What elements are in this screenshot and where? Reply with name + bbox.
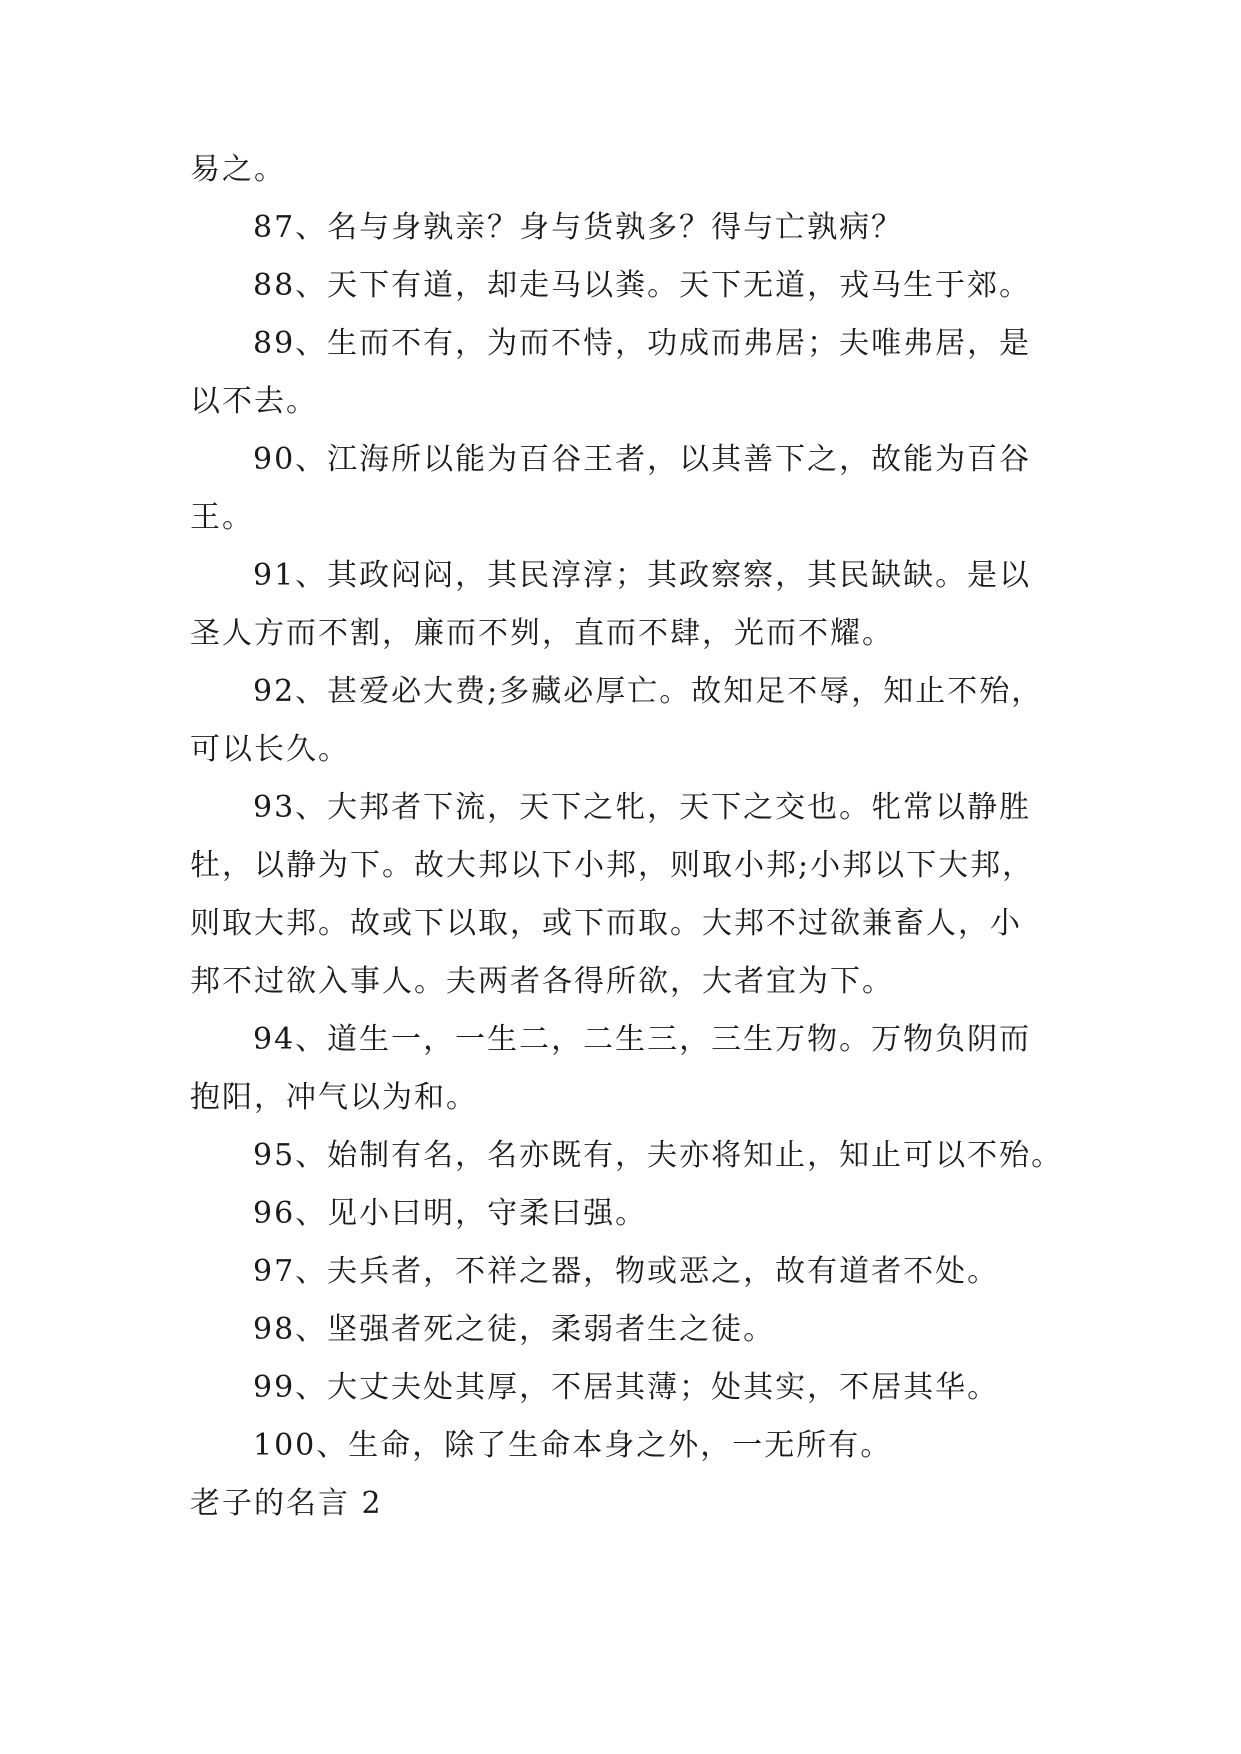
paragraph-line: 王。 — [190, 500, 254, 535]
paragraph-line: 牡，以静为下。故大邦以下小邦，则取小邦;小邦以下大邦， — [190, 848, 1035, 883]
paragraph-line: 98、坚强者死之徒，柔弱者生之徒。 — [253, 1312, 776, 1347]
paragraph-line: 以不去。 — [190, 384, 318, 419]
paragraph-line: 87、名与身孰亲？身与货孰多？得与亡孰病？ — [253, 210, 904, 245]
paragraph-line: 可以长久。 — [190, 732, 350, 767]
paragraph-line: 易之。 — [190, 152, 286, 187]
paragraph-line: 88、天下有道，却走马以粪。天下无道，戎马生于郊。 — [253, 268, 1032, 303]
paragraph-line: 邦不过欲入事人。夫两者各得所欲，大者宜为下。 — [190, 964, 894, 999]
paragraph-line: 抱阳，冲气以为和。 — [190, 1080, 478, 1115]
paragraph-line: 97、夫兵者，不祥之器，物或恶之，故有道者不处。 — [253, 1254, 1000, 1289]
paragraph-line: 圣人方而不割，廉而不刿，直而不肆，光而不耀。 — [190, 616, 894, 651]
paragraph-line: 93、大邦者下流，天下之牝，天下之交也。牝常以静胜 — [253, 790, 1032, 825]
paragraph-line: 92、甚爱必大费;多藏必厚亡。故知足不辱，知止不殆， — [253, 674, 1044, 709]
paragraph-line: 91、其政闷闷，其民淳淳；其政察察，其民缺缺。是以 — [253, 558, 1032, 593]
paragraph-line: 100、生命，除了生命本身之外，一无所有。 — [253, 1428, 893, 1463]
section-title: 老子的名言 2 — [190, 1486, 383, 1521]
paragraph-line: 94、道生一，一生二，二生三，三生万物。万物负阴而 — [253, 1022, 1032, 1057]
paragraph-line: 99、大丈夫处其厚，不居其薄；处其实，不居其华。 — [253, 1370, 1000, 1405]
paragraph-line: 96、见小曰明，守柔曰强。 — [253, 1196, 648, 1231]
paragraph-line: 90、江海所以能为百谷王者，以其善下之，故能为百谷 — [253, 442, 1032, 477]
paragraph-line: 89、生而不有，为而不恃，功成而弗居；夫唯弗居，是 — [253, 326, 1032, 361]
paragraph-line: 则取大邦。故或下以取，或下而取。大邦不过欲兼畜人，小 — [190, 906, 1022, 941]
paragraph-line: 95、始制有名，名亦既有，夫亦将知止，知止可以不殆。 — [253, 1138, 1064, 1173]
